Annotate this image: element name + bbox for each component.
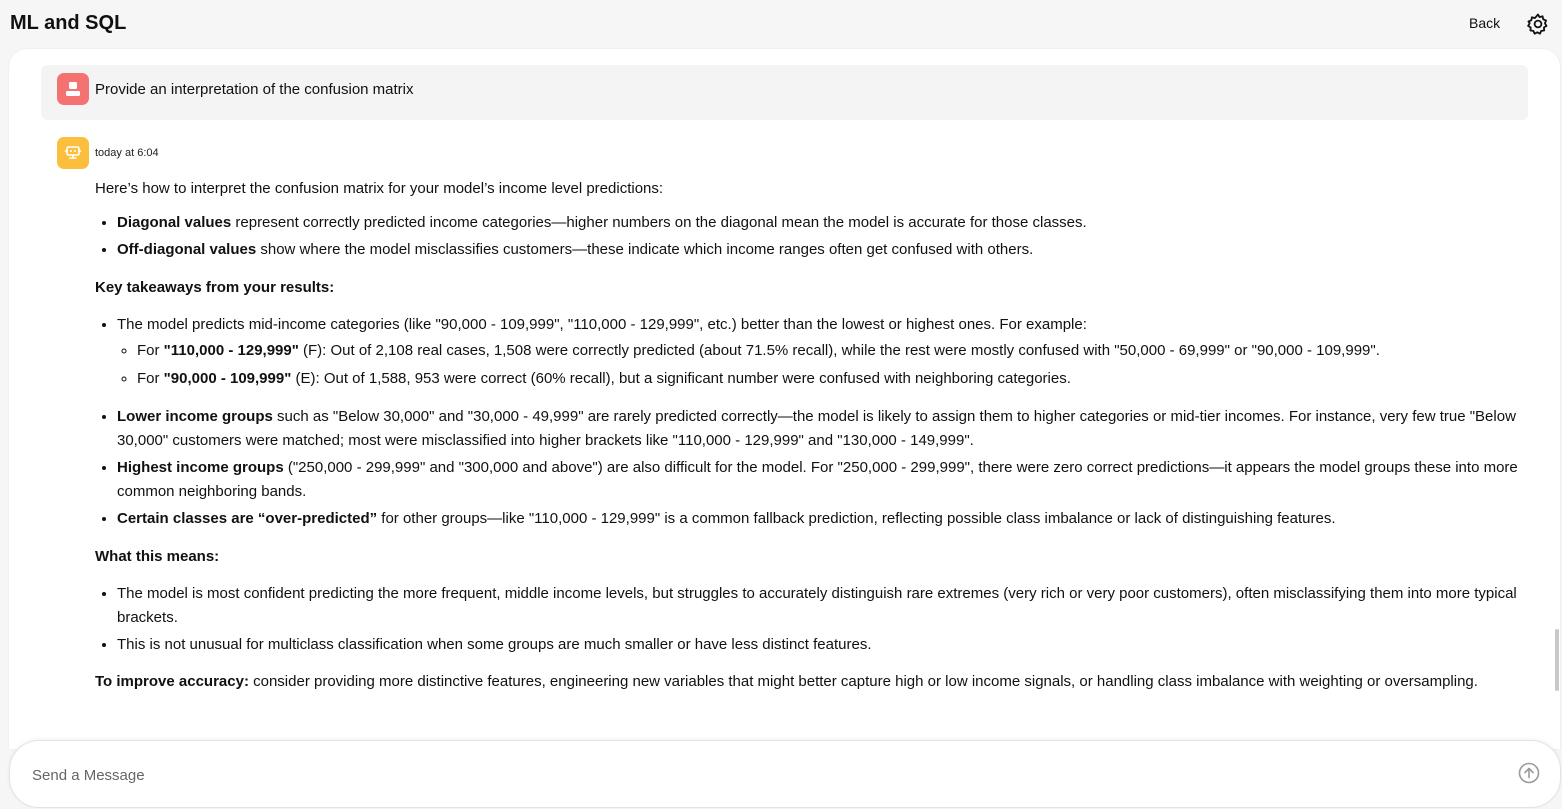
- user-message-text: Provide an interpretation of the confusion matrix: [95, 81, 414, 98]
- message-timestamp: today at 6:04: [95, 147, 159, 159]
- assistant-message: [95, 177, 1525, 692]
- back-button[interactable]: Back: [1469, 15, 1501, 31]
- list-text: represent correctly predicted income categories—higher numbers on the diagonal mean the model is accurate for those classes.: [231, 214, 1087, 231]
- chat-panel: [9, 49, 1560, 749]
- message-composer: [9, 740, 1561, 808]
- reply-list-takeaways: [95, 313, 1525, 531]
- top-bar: [0, 0, 1562, 48]
- list-text: ("250,000 - 299,999" and "300,000 and above") are also difficult for the model. For "250,000 - 299,999", there were zero correct predictions—it appears the model groups these into more common neighboring bands.: [117, 459, 1518, 500]
- list-text: (E): Out of 1,588, 953 were correct (60% recall), but a significant number were confused with neighboring categories.: [291, 370, 1071, 387]
- arrow-up-circle-icon[interactable]: [1517, 761, 1541, 785]
- section-heading: Key takeaways from your results:: [95, 279, 335, 296]
- robot-icon: [63, 143, 83, 163]
- list-text: consider providing more distinctive features, engineering new variables that might better capture high or low income signals, or handling class imbalance with weighting or oversampling.: [248, 673, 1478, 690]
- list-item: [117, 456, 1525, 504]
- list-text: For: [137, 342, 164, 359]
- list-text: (F): Out of 2,108 real cases, 1,508 were correctly predicted (about 71.5% recall), while the rest were mostly confused with "50,000 - 69,999" or "90,000 - 109,999".: [298, 342, 1380, 359]
- reply-improve: [95, 671, 1525, 692]
- reply-list-basics: [95, 211, 1525, 262]
- list-item: [137, 367, 1525, 391]
- assistant-avatar: [57, 137, 89, 169]
- bold-label: Off-diagonal values: [117, 241, 257, 258]
- user-message: [41, 65, 1528, 120]
- bold-label: Certain classes are “over-predicted”: [117, 510, 378, 527]
- list-text: such as "Below 30,000" and "30,000 - 49,999" are rarely predicted correctly—the model is likely to assign them to higher categories or mid-tier incomes. For instance, very few true "Below 30,000" customers were matched; most were misclassified into higher brackets like "110,000 - 129,999" and "130,000 - 149,999".: [117, 408, 1516, 449]
- app-title: ML and SQL: [10, 12, 127, 34]
- bold-label: Diagonal values: [117, 214, 232, 231]
- bold-label: "90,000 - 109,999": [163, 370, 292, 387]
- gear-icon[interactable]: [1526, 12, 1550, 36]
- list-item: [117, 211, 1525, 235]
- message-input[interactable]: [30, 761, 1494, 789]
- list-item: [117, 405, 1525, 453]
- list-text: show where the model misclassifies customers—these indicate which income ranges often get confused with others.: [256, 241, 1034, 258]
- bold-label: Highest income groups: [117, 459, 284, 476]
- nested-list: [117, 339, 1525, 391]
- user-avatar: [57, 73, 89, 105]
- user-icon: [63, 79, 83, 99]
- list-item: [137, 339, 1525, 363]
- list-item: [117, 313, 1525, 391]
- section-heading: What this means:: [95, 548, 220, 565]
- list-text: for other groups—like "110,000 - 129,999" is a common fallback prediction, reflecting possible class imbalance or lack of distinguishing features.: [377, 510, 1336, 527]
- list-text: The model predicts mid-income categories (like "90,000 - 109,999", "110,000 - 129,999", etc.) better than the lowest or highest ones. For example:: [117, 316, 1087, 333]
- list-item: [117, 238, 1525, 262]
- list-item: [117, 507, 1525, 531]
- list-item: • This is not unusual for multiclass classification when some groups are much smaller or have less distinct features.: [117, 633, 1525, 657]
- list-text: For: [137, 370, 164, 387]
- scrollbar-thumb[interactable]: [1555, 629, 1559, 691]
- bold-label: "110,000 - 129,999": [163, 342, 299, 359]
- bold-label: Lower income groups: [117, 408, 273, 425]
- list-item: • The model is most confident predicting the more frequent, middle income levels, but struggles to accurately distinguish rare extremes (very rich or very poor customers), often misclassifying them into more typical brackets.: [117, 582, 1525, 630]
- reply-list-meaning: [95, 582, 1525, 657]
- bold-label: To improve accuracy:: [95, 673, 249, 690]
- reply-intro: Here’s how to interpret the confusion matrix for your model’s income level predictions:: [95, 180, 664, 197]
